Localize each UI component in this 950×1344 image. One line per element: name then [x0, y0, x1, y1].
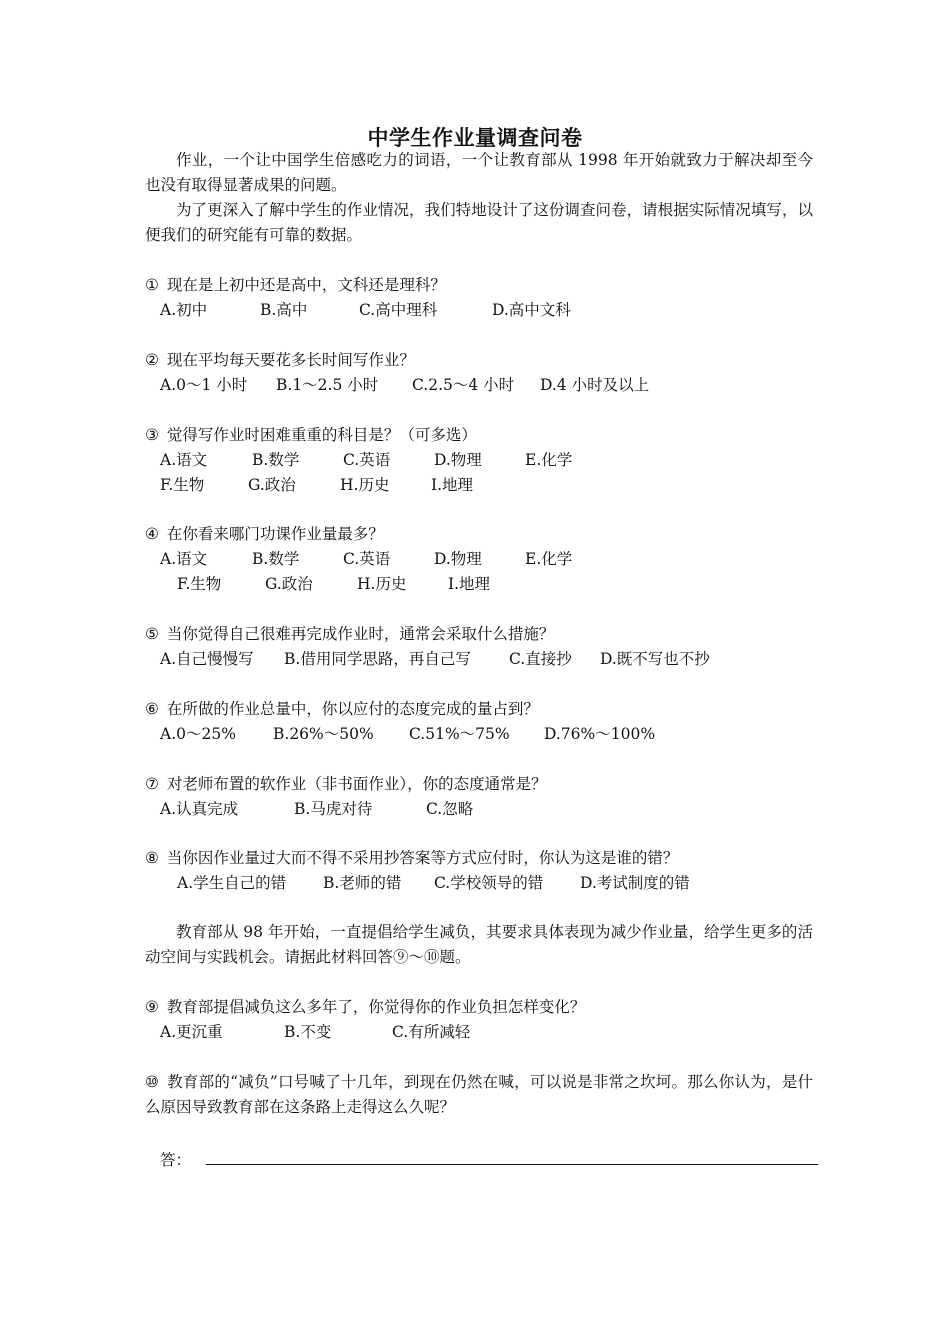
answer-label: 答：	[160, 1151, 192, 1169]
option[interactable]: D.76%～100%	[544, 725, 656, 743]
option[interactable]: C.英语	[343, 451, 391, 469]
question-number: ⑨	[145, 998, 159, 1016]
question-text: 现在是上初中还是高中，文科还是理科？	[166, 276, 446, 294]
question-text: 现在平均每天要花多长时间写作业？	[166, 351, 415, 369]
option[interactable]: A.更沉重	[160, 1023, 223, 1041]
intro-paragraph-2: 为了更深入了解中学生的作业情况，我们特地设计了这份调查问卷，请根据实际情况填写，以便我们的研究能有可靠的数据。	[145, 201, 813, 244]
option[interactable]: I.地理	[448, 575, 491, 593]
option[interactable]: B.高中	[260, 301, 308, 319]
question-text: 在所做的作业总量中，你以应付的态度完成的量占到？	[166, 700, 539, 718]
question-number: ④	[145, 525, 159, 543]
question-number: ⑤	[145, 625, 159, 643]
question-number: ⑧	[145, 849, 159, 867]
question-text: 对老师布置的软作业（非书面作业），你的态度通常是？	[166, 775, 547, 793]
option[interactable]: B.1～2.5 小时	[276, 376, 379, 394]
option[interactable]: G.政治	[248, 476, 296, 494]
option[interactable]: B.数学	[252, 451, 300, 469]
option[interactable]: B.26%～50%	[273, 725, 374, 743]
option[interactable]: D.4 小时及以上	[540, 376, 650, 394]
question-4	[145, 522, 825, 547]
question-7-options	[160, 797, 760, 822]
question-9-options	[160, 1020, 760, 1045]
question-number: ⑦	[145, 775, 159, 793]
question-text: 当你因作业量过大而不得不采用抄答案等方式应付时，你认为这是谁的错？	[166, 849, 679, 867]
option[interactable]: I.地理	[431, 476, 474, 494]
question-7	[145, 772, 825, 797]
question-1-options	[160, 298, 760, 323]
option[interactable]: E.化学	[525, 451, 573, 469]
option[interactable]: A.语文	[160, 451, 208, 469]
option[interactable]: B.借用同学思路，再自己写	[284, 650, 471, 668]
option[interactable]: D.物理	[434, 451, 482, 469]
question-2-options	[160, 373, 760, 398]
question-text: 教育部提倡减负这么多年了，你觉得你的作业负担怎样变化？	[166, 998, 586, 1016]
option[interactable]: C.2.5～4 小时	[412, 376, 515, 394]
question-8	[145, 846, 825, 871]
option[interactable]: C.学校领导的错	[434, 874, 544, 892]
option[interactable]: F.生物	[160, 476, 205, 494]
option[interactable]: A.语文	[160, 550, 208, 568]
question-3-options-row-2	[160, 473, 760, 498]
option[interactable]: B.不变	[284, 1023, 332, 1041]
answer-line[interactable]	[206, 1164, 818, 1165]
question-text: 当你觉得自己很难再完成作业时，通常会采取什么措施？	[166, 625, 555, 643]
question-6-options	[160, 722, 780, 747]
question-6	[145, 697, 825, 722]
option[interactable]: C.忽略	[426, 800, 474, 818]
question-text: 教育部的“减负”口号喊了十几年，到现在仍然在喊，可以说是非常之坎坷。那么你认为，是什么原因导致教育部在这条路上走得这么久呢？	[145, 1073, 813, 1116]
question-3-options-row-1	[160, 448, 760, 473]
option[interactable]: A.0～25%	[160, 725, 236, 743]
question-number: ⑥	[145, 700, 159, 718]
option[interactable]: C.高中理科	[359, 301, 438, 319]
question-number: ⑩	[145, 1073, 160, 1091]
option[interactable]: C.51%～75%	[409, 725, 510, 743]
question-5-options	[160, 647, 780, 672]
question-3	[145, 423, 825, 448]
option[interactable]: D.物理	[434, 550, 482, 568]
question-text: 在你看来哪门功课作业量最多？	[166, 525, 384, 543]
question-4-options-row-2	[177, 572, 777, 597]
question-number: ③	[145, 426, 159, 444]
option[interactable]: A.初中	[160, 301, 208, 319]
question-9	[145, 995, 825, 1020]
option[interactable]: A.0～1 小时	[160, 376, 248, 394]
page-title: 中学生作业量调查问卷	[367, 126, 583, 150]
option[interactable]: F.生物	[177, 575, 222, 593]
option[interactable]: B.老师的错	[323, 874, 402, 892]
option[interactable]: A.认真完成	[160, 800, 239, 818]
question-2	[145, 348, 825, 373]
question-10	[145, 1070, 813, 1120]
option[interactable]: H.历史	[340, 476, 390, 494]
question-number: ①	[145, 276, 159, 294]
option[interactable]: A.学生自己的错	[177, 874, 287, 892]
question-8-options	[177, 871, 777, 896]
option[interactable]: E.化学	[525, 550, 573, 568]
option[interactable]: B.马虎对待	[294, 800, 373, 818]
question-5	[145, 622, 825, 647]
option[interactable]: D.考试制度的错	[580, 874, 690, 892]
option[interactable]: G.政治	[265, 575, 313, 593]
question-1	[145, 273, 825, 298]
question-number: ②	[145, 351, 159, 369]
option[interactable]: C.直接抄	[509, 650, 572, 668]
question-text: 觉得写作业时困难重重的科目是？（可多选）	[166, 426, 477, 444]
question-4-options-row-1	[160, 547, 760, 572]
option[interactable]: D.既不写也不抄	[600, 650, 710, 668]
option[interactable]: D.高中文科	[492, 301, 571, 319]
material-paragraph: 教育部从 98 年开始，一直提倡给学生减负，其要求具体表现为减少作业量，给学生更多的活动空间与实践机会。请据此材料回答⑨～⑩题。	[145, 923, 813, 966]
option[interactable]: C.有所减轻	[392, 1023, 471, 1041]
intro-paragraph-1: 作业，一个让中国学生倍感吃力的词语，一个让教育部从 1998 年开始就致力于解决却至今也没有取得显著成果的问题。	[145, 151, 813, 194]
option[interactable]: A.自己慢慢写	[160, 650, 254, 668]
option[interactable]: H.历史	[357, 575, 407, 593]
option[interactable]: C.英语	[343, 550, 391, 568]
option[interactable]: B.数学	[252, 550, 300, 568]
